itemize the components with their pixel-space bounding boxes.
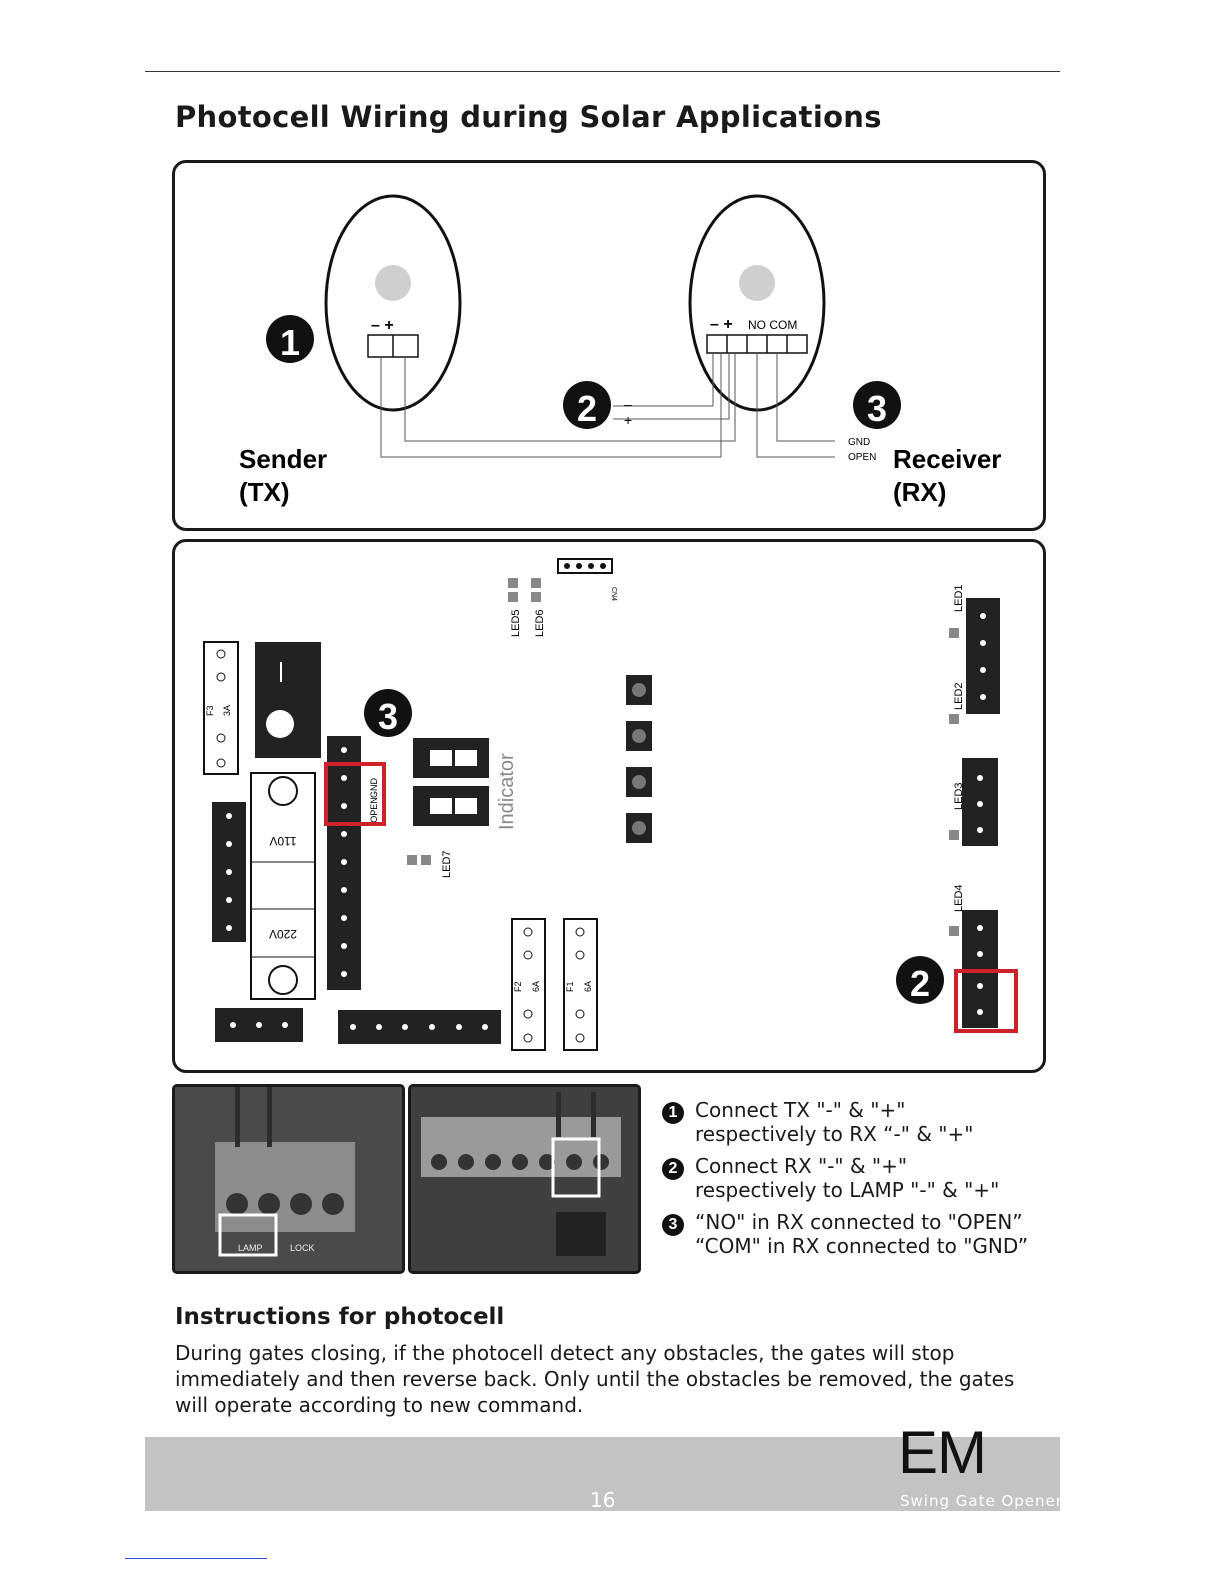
step-2-number: 2 <box>662 1158 684 1180</box>
step-2 <box>660 1154 1060 1202</box>
led6-label: LED6 <box>534 609 546 637</box>
brand-subtitle: Swing Gate Opener <box>900 1492 1063 1510</box>
instructions-heading: Instructions for photocell <box>175 1304 505 1330</box>
svg-text:2: 2 <box>576 388 598 429</box>
step-2-line1: Connect RX "-" & "+" <box>695 1154 908 1178</box>
v110-label: 110V <box>269 834 297 848</box>
lock-label: LOCK <box>290 1243 315 1253</box>
instructions-body: During gates closing, if the photocell detect any obstacles, the gates will stop immediately and then reverse back. Only until the obstacles be removed, the gates will operate according to new command. <box>175 1341 1015 1417</box>
led7-label: LED7 <box>441 850 453 878</box>
rx-lens <box>739 265 775 301</box>
step-3-line2: “COM" in RX connected to "GND” <box>695 1234 1029 1258</box>
svg-text:2: 2 <box>909 963 931 1004</box>
page-title: Photocell Wiring during Solar Applications <box>175 100 882 134</box>
led3-label: LED3 <box>953 782 965 810</box>
receiver-sub: (RX) <box>893 477 947 507</box>
step-1-line2: respectively to RX “-" & "+" <box>695 1122 974 1146</box>
top-rule <box>145 71 1060 72</box>
fuse-f1-label: F1 <box>565 981 575 992</box>
step-1-line1: Connect TX "-" & "+" <box>695 1098 906 1122</box>
cn4-label: CN4 <box>610 587 617 602</box>
sender-label: Sender <box>239 444 328 474</box>
rx-terminal-signs: – + <box>710 316 733 333</box>
tx-lens <box>375 265 411 301</box>
strip-gnd-label: GND <box>369 778 379 798</box>
page-number: 16 <box>590 1488 616 1512</box>
led5-label: LED5 <box>510 609 522 637</box>
wire-gnd: GND <box>848 437 871 448</box>
strip-open-label: OPEN <box>369 797 379 823</box>
led1-label: LED1 <box>953 584 965 612</box>
receiver-label: Receiver <box>893 444 1002 474</box>
bottom-link-underline <box>125 1558 267 1559</box>
transformer <box>255 642 321 758</box>
step-list <box>660 1098 1060 1266</box>
photo-rx-terminal <box>408 1084 641 1274</box>
step-3-number: 3 <box>662 1214 684 1236</box>
v220-label: 220V <box>268 927 298 941</box>
svg-text:3: 3 <box>866 388 888 429</box>
rx-terminal-text: NO COM <box>748 318 798 332</box>
lamp-terminal-photo <box>175 1087 402 1271</box>
board-diagram <box>175 542 1043 1070</box>
svg-text:1: 1 <box>279 322 301 363</box>
tx-terminal-signs: – + <box>371 317 394 334</box>
fuse-f2-rating: 6A <box>531 980 541 992</box>
fuse-f3-rating: 3A <box>222 704 232 716</box>
fuse-f2-label: F2 <box>513 981 523 992</box>
wire-open: OPEN <box>848 452 877 463</box>
step-2-line2: respectively to LAMP "-" & "+" <box>695 1178 1000 1202</box>
board-diagram-panel <box>172 539 1046 1073</box>
fuse-f1-rating: 6A <box>583 980 593 992</box>
rx-terminal-photo <box>411 1087 638 1271</box>
bottom-header-right <box>338 1010 501 1044</box>
photo-lamp-terminal <box>172 1084 405 1274</box>
wiring-diagram-panel <box>172 160 1046 531</box>
brand-logo: EM <box>898 1419 986 1486</box>
sender-sub: (TX) <box>239 477 290 507</box>
step-1 <box>660 1098 1060 1146</box>
step-3-line1: “NO" in RX connected to "OPEN” <box>695 1210 1023 1234</box>
board-buttons <box>626 675 652 843</box>
indicator-label: Indicator <box>496 753 518 830</box>
step-3 <box>660 1210 1060 1258</box>
tx-housing <box>326 196 460 410</box>
rx-terminal-block <box>707 335 807 353</box>
fuse-f3-label: F3 <box>205 705 215 716</box>
wiring-diagram <box>175 163 1043 528</box>
led2-label: LED2 <box>953 682 965 710</box>
lamp-label: LAMP <box>238 1243 263 1253</box>
svg-text:3: 3 <box>377 696 399 737</box>
led4-label: LED4 <box>953 884 965 912</box>
step-1-number: 1 <box>662 1102 684 1124</box>
wire-plus: + <box>624 412 633 428</box>
wire-minus: – <box>624 396 632 412</box>
